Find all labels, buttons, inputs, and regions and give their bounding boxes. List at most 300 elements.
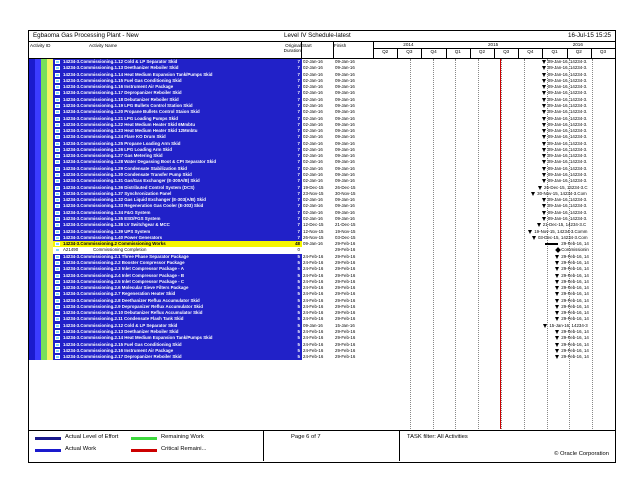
col-activity-id[interactable]: Activity ID <box>30 43 51 48</box>
activity-start: 02-Jan-16 <box>302 72 333 78</box>
column-header <box>29 42 615 59</box>
activity-icon <box>55 349 60 353</box>
activity-finish-marker[interactable] <box>542 217 546 221</box>
activity-icon <box>55 311 60 315</box>
activity-name: 14234-3.Commissioning.1.34 F&G System <box>63 209 151 215</box>
activity-name: 14234-3.Commissioning.1.36 Distributed Control System (DCS) <box>63 184 195 190</box>
activity-finish-marker[interactable] <box>542 104 546 108</box>
activity-finish-marker[interactable] <box>542 91 546 95</box>
activity-name: 14234-3.Commissioning.2.13 Deethanizer Reboiler Skid <box>63 329 179 335</box>
activity-finish-marker[interactable] <box>538 186 542 190</box>
timescale-quarter: Q3 <box>599 49 607 54</box>
bar-label: 09-Jan-16, 14234-3. <box>547 140 588 146</box>
activity-icon <box>55 110 60 114</box>
activity-finish: 29-Feb-16 <box>334 342 373 348</box>
activity-start: 02-Jan-16 <box>302 172 333 178</box>
bar-label: 09-Jan-16, 14234-3. <box>547 172 588 178</box>
activity-duration: 7 <box>297 203 300 209</box>
activity-start: 24-Feb-16 <box>302 279 333 285</box>
activity-finish: 09-Jan-16 <box>334 159 373 165</box>
wbs-summary-bar[interactable] <box>545 243 559 245</box>
col-activity-name[interactable]: Activity Name <box>89 43 118 48</box>
bar-label: 09-Jan-16, 14234-3. <box>547 146 588 152</box>
activity-duration: 7 <box>297 184 300 190</box>
timescale-quarter: Q3 <box>503 49 510 54</box>
activity-finish-marker[interactable] <box>542 179 546 183</box>
activity-finish-marker[interactable] <box>555 255 559 259</box>
activity-name: 14234-3.Commissioning.1.22 Heat Medium Heater Skid 6Mmbtu <box>63 121 196 127</box>
activity-icon <box>55 198 60 202</box>
activity-start: 02-Jan-16 <box>302 122 333 128</box>
activity-duration: 7 <box>297 216 300 221</box>
activity-duration: 7 <box>297 102 300 108</box>
col-finish[interactable]: Finish <box>334 43 347 48</box>
activity-start: 02-Jan-16 <box>302 78 333 84</box>
activity-duration: 7 <box>297 197 300 203</box>
bar-label: 09-Jan-16, 14234-3. <box>547 102 588 108</box>
wbs-folder-icon <box>55 242 60 246</box>
activity-start: 24-Feb-16 <box>302 329 333 335</box>
activity-finish-marker[interactable] <box>542 154 546 158</box>
activity-start: 24-Feb-16 <box>302 266 333 272</box>
activity-icon <box>55 91 60 95</box>
activity-finish-marker[interactable] <box>542 160 546 164</box>
bar-label: 09-Jan-16, 14234-3. <box>547 209 588 215</box>
activity-finish: 09-Jan-16 <box>334 72 373 78</box>
activity-name: 14234-3.Commissioning.1.17 Depropanizer Reboiler Skid <box>63 90 182 96</box>
activity-finish: 29-Feb-16 <box>334 254 373 260</box>
activity-name: 14234-3.Commissioning.1.37 Synchronization Panel <box>63 190 172 196</box>
activity-finish: 29-Feb-16 <box>334 310 373 316</box>
bar-label: 29-Feb-16, 14 <box>561 297 589 303</box>
activity-start: 19-Dec-15 <box>302 185 333 191</box>
activity-icon <box>55 299 60 303</box>
bar-label: 29-Feb-16, 14 <box>561 259 589 265</box>
activity-finish-marker[interactable] <box>542 66 546 70</box>
activity-start: 02-Jan-16 <box>302 103 333 109</box>
activity-finish: 09-Jan-16 <box>334 128 373 134</box>
activity-name: 14234-3.Commissioning.1.32 Gas Liquid Exchanger (E-303(A/B) Skid <box>63 197 206 203</box>
activity-icon <box>55 73 60 77</box>
timescale-quarter: Q1 <box>551 49 558 54</box>
activity-row[interactable] <box>29 354 615 360</box>
bar-label: 09-Jan-16, 14234-3. <box>547 128 588 134</box>
activity-finish: 09-Jan-16 <box>334 147 373 153</box>
activity-finish: 09-Jan-16 <box>334 78 373 84</box>
bar-label: 15-Jan-16, 14234-3 <box>549 322 588 328</box>
bar-label: 09-Jan-16, 14234-3. <box>547 134 588 140</box>
activity-name: Commissioning Completion <box>93 247 147 253</box>
activity-finish-marker[interactable] <box>555 299 559 303</box>
activity-icon <box>55 230 60 234</box>
activity-name: 14234-3.Commissioning.1.20 Propane Bullets Control Staion Skid <box>63 109 200 115</box>
activity-icon <box>55 173 60 177</box>
activity-finish: 09-Jan-16 <box>334 172 373 178</box>
activity-finish: 09-Jan-16 <box>334 116 373 122</box>
activity-start: 12-Nov-15 <box>302 229 333 235</box>
activity-duration: 7 <box>297 209 300 215</box>
activity-finish-marker[interactable] <box>542 73 546 77</box>
activity-duration: 7 <box>297 140 300 146</box>
activity-start: 02-Jan-16 <box>302 178 333 184</box>
activity-icon <box>55 317 60 321</box>
activity-finish: 29-Feb-16 <box>334 329 373 335</box>
activity-finish-marker[interactable] <box>555 355 559 359</box>
footer <box>29 430 615 463</box>
activity-icon <box>55 343 60 347</box>
activity-finish: 29-Feb-16 <box>334 285 373 291</box>
activity-start: 02-Jan-16 <box>302 65 333 71</box>
activity-icon <box>55 217 60 221</box>
activity-finish-marker[interactable] <box>555 305 559 309</box>
activity-finish: 09-Jan-16 <box>334 134 373 140</box>
activity-name: 14234-3.Commissioning.2.2 Booster Compressor Package <box>63 259 185 265</box>
activity-name: 14234-3.Commissioning.1.39 UPS System <box>63 228 151 234</box>
bar-label: 09-Jan-16, 14234-3. <box>547 90 588 96</box>
activity-finish-marker[interactable] <box>555 349 559 353</box>
activity-name: 14234-3.Commissioning.2.9 Depropanizer Reflux Accumulator Skid <box>63 303 203 309</box>
activity-name: 14234-3.Commissioning.1.33 Regeneration Gas Cooler (E-303) Skid <box>63 203 204 209</box>
activity-start: 23-Nov-15 <box>302 191 333 197</box>
activity-name: 14234-3.Commissioning.2 Commissioning Works <box>63 241 166 247</box>
activity-start: 24-Feb-16 <box>302 273 333 279</box>
activity-finish: 29-Feb-16 <box>334 260 373 266</box>
activity-finish-marker[interactable] <box>532 236 536 240</box>
bar-label: 09-Jan-16, 14234-3. <box>547 71 588 77</box>
activity-finish: 21-Dec-15 <box>334 222 373 228</box>
activity-start: 09-Jan-16 <box>302 323 333 329</box>
activity-start: 02-Jan-16 <box>302 128 333 134</box>
activity-start: 26-Nov-15 <box>302 235 333 241</box>
bar-label: 29-Feb-16, 14 <box>561 310 589 316</box>
activity-name: 14234-3.Commissioning.2.3 Inlet Compressor Package - A <box>63 266 184 272</box>
activity-finish-marker[interactable] <box>555 261 559 265</box>
activity-finish-marker[interactable] <box>542 198 546 202</box>
activity-duration: 7 <box>297 172 300 178</box>
activity-start: 24-Feb-16 <box>302 335 333 341</box>
activity-name: 14234-3.Commissioning.2.12 Cold & LP Separator Skid <box>63 322 178 328</box>
bar-label: 09-Jan-16, 14234-3. <box>547 59 588 64</box>
bar-label: 09-Jan-16, 14234-3. <box>547 115 588 121</box>
activity-duration: 7 <box>297 77 300 83</box>
activity-icon <box>55 211 60 215</box>
activity-finish-marker[interactable] <box>555 311 559 315</box>
activity-finish-marker[interactable] <box>542 135 546 139</box>
activity-finish-marker[interactable] <box>542 123 546 127</box>
bar-label: 29-Feb-16, 14 <box>561 347 589 353</box>
activity-finish-marker[interactable] <box>542 110 546 114</box>
activity-duration: 0 <box>297 247 300 253</box>
legend-actual: Actual Work <box>65 446 97 452</box>
activity-name: 14234-3.Commissioning.1.28 Water Degassing Boot & CPI Separator Skid <box>63 159 217 165</box>
activity-name: 14234-3.Commissioning.2.15 Fuel Gas Conditioning Skid <box>63 341 182 347</box>
activity-finish-marker[interactable] <box>542 173 546 177</box>
activity-name: 14234-3.Commissioning.1.26 LPG Loading Arm Skid <box>63 146 172 152</box>
activity-name: 14234-3.Commissioning.2.10 Debutanizer Reflux Accumulator Skid <box>63 310 203 316</box>
activity-finish: 26-Dec-15 <box>334 185 373 191</box>
activity-duration: 7 <box>297 234 300 240</box>
activity-icon <box>55 248 60 252</box>
legend-loe-swatch <box>35 437 61 440</box>
bar-label: 09-Jan-16, 14234-3. <box>547 203 588 209</box>
activity-finish: 03-Dec-15 <box>334 235 373 241</box>
activity-icon <box>55 129 60 133</box>
activity-start: 24-Feb-16 <box>302 304 333 310</box>
bar-label: 21-Dec-15, 14234-3.C <box>542 222 587 228</box>
activity-finish-marker[interactable] <box>555 330 559 334</box>
activity-start: 02-Jan-16 <box>302 216 333 222</box>
activity-icon <box>55 280 60 284</box>
activity-finish: 09-Jan-16 <box>334 166 373 172</box>
activity-icon <box>55 355 60 359</box>
activity-duration: 7 <box>297 228 300 234</box>
bar-label: 09-Jan-16, 14234-3. <box>547 65 588 71</box>
activity-finish-marker[interactable] <box>555 336 559 340</box>
activity-icon <box>55 292 60 296</box>
title-bar <box>29 31 615 42</box>
bar-label: 29-Feb-16, 14 <box>561 272 589 278</box>
bar-label: 09-Jan-16, 14234-3. <box>547 178 588 184</box>
activity-name: 14234-3.Commissioning.2.1 Three Phase Separator Package <box>63 253 189 259</box>
bar-label: 09-Jan-16, 14234-3. <box>547 77 588 83</box>
activity-duration: 7 <box>297 128 300 134</box>
activity-start: 02-Jan-16 <box>302 59 333 65</box>
activity-start: 02-Jan-16 <box>302 84 333 90</box>
project-title: Egbaoma Gas Processing Plant - New <box>33 32 139 39</box>
milestone-marker[interactable] <box>555 248 561 254</box>
bar-label: 29-Feb-16, 14 <box>561 316 589 322</box>
col-start[interactable]: Start <box>302 43 312 48</box>
bar-label: 09-Jan-16, 14234-3. <box>547 197 588 203</box>
bar-label: 29-Feb-16, 14 <box>561 341 589 347</box>
activity-name: 14234-3.Commissioning.2.11 Condensate Flash Tank Skid <box>63 316 184 322</box>
timescale-year: 2016 <box>572 42 583 47</box>
timescale-quarter: Q2 <box>575 49 582 54</box>
activity-icon <box>55 286 60 290</box>
activity-icon <box>55 135 60 139</box>
timescale-year: 2014 <box>403 42 414 47</box>
activity-name: 14234-3.Commissioning.1.19 LPG Bullets Control Station Skid <box>63 102 193 108</box>
activity-icon <box>55 85 60 89</box>
activity-duration: 7 <box>297 190 300 196</box>
activity-finish-marker[interactable] <box>528 230 532 234</box>
activity-finish-marker[interactable] <box>542 117 546 121</box>
activity-duration: 48 <box>295 241 300 247</box>
activity-icon <box>55 305 60 309</box>
activity-start: 12-Dec-15 <box>302 222 333 228</box>
activity-start: 02-Jan-16 <box>302 97 333 103</box>
activity-name: 14234-3.Commissioning.2.7 Regeneration Heater Skid <box>63 291 176 297</box>
activity-icon <box>55 274 60 278</box>
activity-start: 24-Feb-16 <box>302 298 333 304</box>
activity-icon <box>55 154 60 158</box>
activity-finish: 09-Jan-16 <box>334 153 373 159</box>
activity-icon <box>55 167 60 171</box>
bar-label: 19-Nov-15, 14234-3.Comm <box>534 228 588 234</box>
activity-finish-marker[interactable] <box>542 129 546 133</box>
activity-icon <box>55 186 60 190</box>
layout-name: Level IV Schedule-latest <box>284 32 351 39</box>
activity-duration: 7 <box>297 90 300 96</box>
activity-icon <box>55 148 60 152</box>
activity-finish: 09-Jan-16 <box>334 103 373 109</box>
activity-icon <box>55 261 60 265</box>
activity-finish-marker[interactable] <box>555 274 559 278</box>
activity-icon <box>55 79 60 83</box>
activity-name: 14234-3.Commissioning.1.27 Gas Metering Skid <box>63 153 163 159</box>
activity-icon <box>55 142 60 146</box>
activity-name: 14234-3.Commissioning.1.31 Gas/Gas Exchanger (E-300A/B) Skid <box>63 178 200 184</box>
activity-duration: 7 <box>297 134 300 140</box>
legend-loe: Actual Level of Effort <box>65 434 119 440</box>
activity-finish-marker[interactable] <box>555 280 559 284</box>
activity-start: 02-Jan-16 <box>302 203 333 209</box>
activity-finish-marker[interactable] <box>555 317 559 321</box>
activity-finish-marker[interactable] <box>542 167 546 171</box>
activity-finish-marker[interactable] <box>531 192 535 196</box>
activity-start: 24-Feb-16 <box>302 310 333 316</box>
activity-start: 02-Jan-16 <box>302 90 333 96</box>
activity-duration: 7 <box>297 115 300 121</box>
bar-label: 09-Jan-16, 14234-3. <box>547 121 588 127</box>
activity-finish-marker[interactable] <box>542 142 546 146</box>
activity-icon <box>55 60 60 64</box>
activity-duration: 7 <box>297 71 300 77</box>
activity-duration: 5 <box>297 329 300 335</box>
activity-start: 02-Jan-16 <box>302 147 333 153</box>
timescale-quarter: Q2 <box>478 49 486 54</box>
activity-finish-marker[interactable] <box>555 267 559 271</box>
legend-remaining: Remaining Work <box>161 434 204 440</box>
timescale-quarter: Q1 <box>454 49 461 54</box>
activity-finish: 09-Jan-16 <box>334 141 373 147</box>
activity-start: 24-Feb-16 <box>302 260 333 266</box>
activity-duration: 7 <box>297 178 300 184</box>
activity-icon <box>55 123 60 127</box>
activity-icon <box>55 179 60 183</box>
activity-duration: 7 <box>297 153 300 159</box>
activity-start: 24-Feb-16 <box>302 254 333 260</box>
bar-label: 29-Feb-16, 14 <box>561 278 589 284</box>
activity-name: 14234-3.Commissioning.1.23 Heat Medium Heater Skid 12Mmbtu <box>63 128 198 134</box>
activity-finish: 09-Jan-16 <box>334 109 373 115</box>
activity-name: 14234-3.Commissioning.1.18 Debutanizer Reboiler Skid <box>63 96 179 102</box>
activity-finish-marker[interactable] <box>542 85 546 89</box>
activity-finish: 09-Jan-16 <box>334 90 373 96</box>
activity-duration: 7 <box>297 65 300 71</box>
activity-icon <box>55 324 60 328</box>
activity-finish-marker[interactable] <box>555 292 559 296</box>
activity-duration: 7 <box>297 109 300 115</box>
activity-start: 02-Jan-16 <box>302 153 333 159</box>
activity-name: 14234-3.Commissioning.2.14 Heat Medium Expansion Tank/Pumps Skid <box>63 335 213 341</box>
activity-name: 14234-3.Commissioning.2.6 Molecular Sieve Filters Package <box>63 285 189 291</box>
activity-duration: 5 <box>297 272 300 278</box>
activity-duration: 7 <box>297 96 300 102</box>
activity-name: 14234-3.Commissioning.1.30 Condensate Transfer Pump Skid <box>63 172 192 178</box>
activity-finish: 29-Feb-16 <box>334 354 373 360</box>
activity-finish-marker[interactable] <box>542 148 546 152</box>
bar-label: 09-Jan-16, 14234-3. <box>547 96 588 102</box>
bar-label: Commissionin <box>561 247 589 253</box>
activity-start: 02-Jan-16 <box>302 210 333 216</box>
activity-finish: 29-Feb-16 <box>334 348 373 354</box>
activity-duration: 7 <box>297 121 300 127</box>
activity-finish: 09-Jan-16 <box>334 197 373 203</box>
activity-finish-marker[interactable] <box>542 79 546 83</box>
activity-duration: 5 <box>297 322 300 328</box>
activity-cell <box>53 354 315 360</box>
bar-label: 09-Jan-16, 14234-3. <box>547 84 588 90</box>
activity-name: 14234-3.Commissioning.1.35 ESD/FGS System <box>63 216 161 221</box>
activity-start: 09-Jan-16 <box>302 241 333 247</box>
bar-label: 29-Feb-16, 14 <box>561 253 589 259</box>
activity-duration: 5 <box>297 266 300 272</box>
activity-finish: 29-Feb-16 <box>334 273 373 279</box>
print-date: 16-Jul-15 15:25 <box>568 32 611 39</box>
bar-label: 29-Feb-16, 14 <box>561 285 589 291</box>
activity-start: 02-Jan-16 <box>302 109 333 115</box>
activity-icon <box>55 104 60 108</box>
activity-finish: 09-Jan-16 <box>334 203 373 209</box>
bar-label: 29-Feb-16, 14 <box>561 303 589 309</box>
activity-start: 02-Jan-16 <box>302 141 333 147</box>
activity-duration: 5 <box>297 347 300 353</box>
bar-label: 29-Feb-16, 14 <box>561 354 589 360</box>
bar-label: 09-Jan-16, 14234-3. <box>547 153 588 159</box>
activity-duration: 5 <box>297 303 300 309</box>
activity-duration: 5 <box>297 259 300 265</box>
activity-finish-marker[interactable] <box>542 211 546 215</box>
activity-duration: 5 <box>297 278 300 284</box>
timescale-year: 2015 <box>488 42 499 47</box>
activity-duration: 5 <box>297 285 300 291</box>
bar-label: 29-Feb-16, 14 <box>561 291 589 297</box>
activity-finish-marker[interactable] <box>555 343 559 347</box>
activity-icon <box>55 236 60 240</box>
activity-icon <box>55 98 60 102</box>
activity-finish-marker[interactable] <box>555 286 559 290</box>
timescale-quarter: Q2 <box>382 49 389 54</box>
activity-name: 14234-3.Commissioning.2.8 Deethanizer Reflux Accumulator Skid <box>63 297 200 303</box>
activity-finish: 29-Feb-16 <box>334 279 373 285</box>
activity-duration: 7 <box>297 222 300 228</box>
activity-finish-marker[interactable] <box>542 98 546 102</box>
activity-finish-marker[interactable] <box>543 324 547 328</box>
activity-start: 02-Jan-16 <box>302 134 333 140</box>
activity-finish-marker[interactable] <box>542 204 546 208</box>
bar-label: 09-Jan-16, 14234-3. <box>547 216 588 221</box>
activity-name: 14234-3.Commissioning.1.21 LPG Loading Pumps Skid <box>63 115 178 121</box>
bar-label: 09-Jan-16, 14234-3. <box>547 109 588 115</box>
schedule-page <box>28 30 616 463</box>
legend-critical-swatch <box>131 449 157 452</box>
activity-finish: 29-Feb-16 <box>334 335 373 341</box>
activity-icon <box>55 223 60 227</box>
activity-start: 02-Jan-16 <box>302 166 333 172</box>
col-duration[interactable]: Original Duration <box>283 43 301 53</box>
legend-actual-swatch <box>35 449 61 452</box>
activity-finish: 29-Feb-16 <box>334 298 373 304</box>
activity-finish-marker[interactable] <box>542 60 546 64</box>
activity-icon <box>55 160 60 164</box>
copyright: © Oracle Corporation <box>554 451 609 457</box>
activity-start: 02-Jan-16 <box>302 159 333 165</box>
activity-icon <box>55 330 60 334</box>
activity-finish-marker[interactable] <box>537 223 541 227</box>
task-filter: TASK filter: All Activities <box>407 434 468 440</box>
activity-finish: 09-Jan-16 <box>334 178 373 184</box>
